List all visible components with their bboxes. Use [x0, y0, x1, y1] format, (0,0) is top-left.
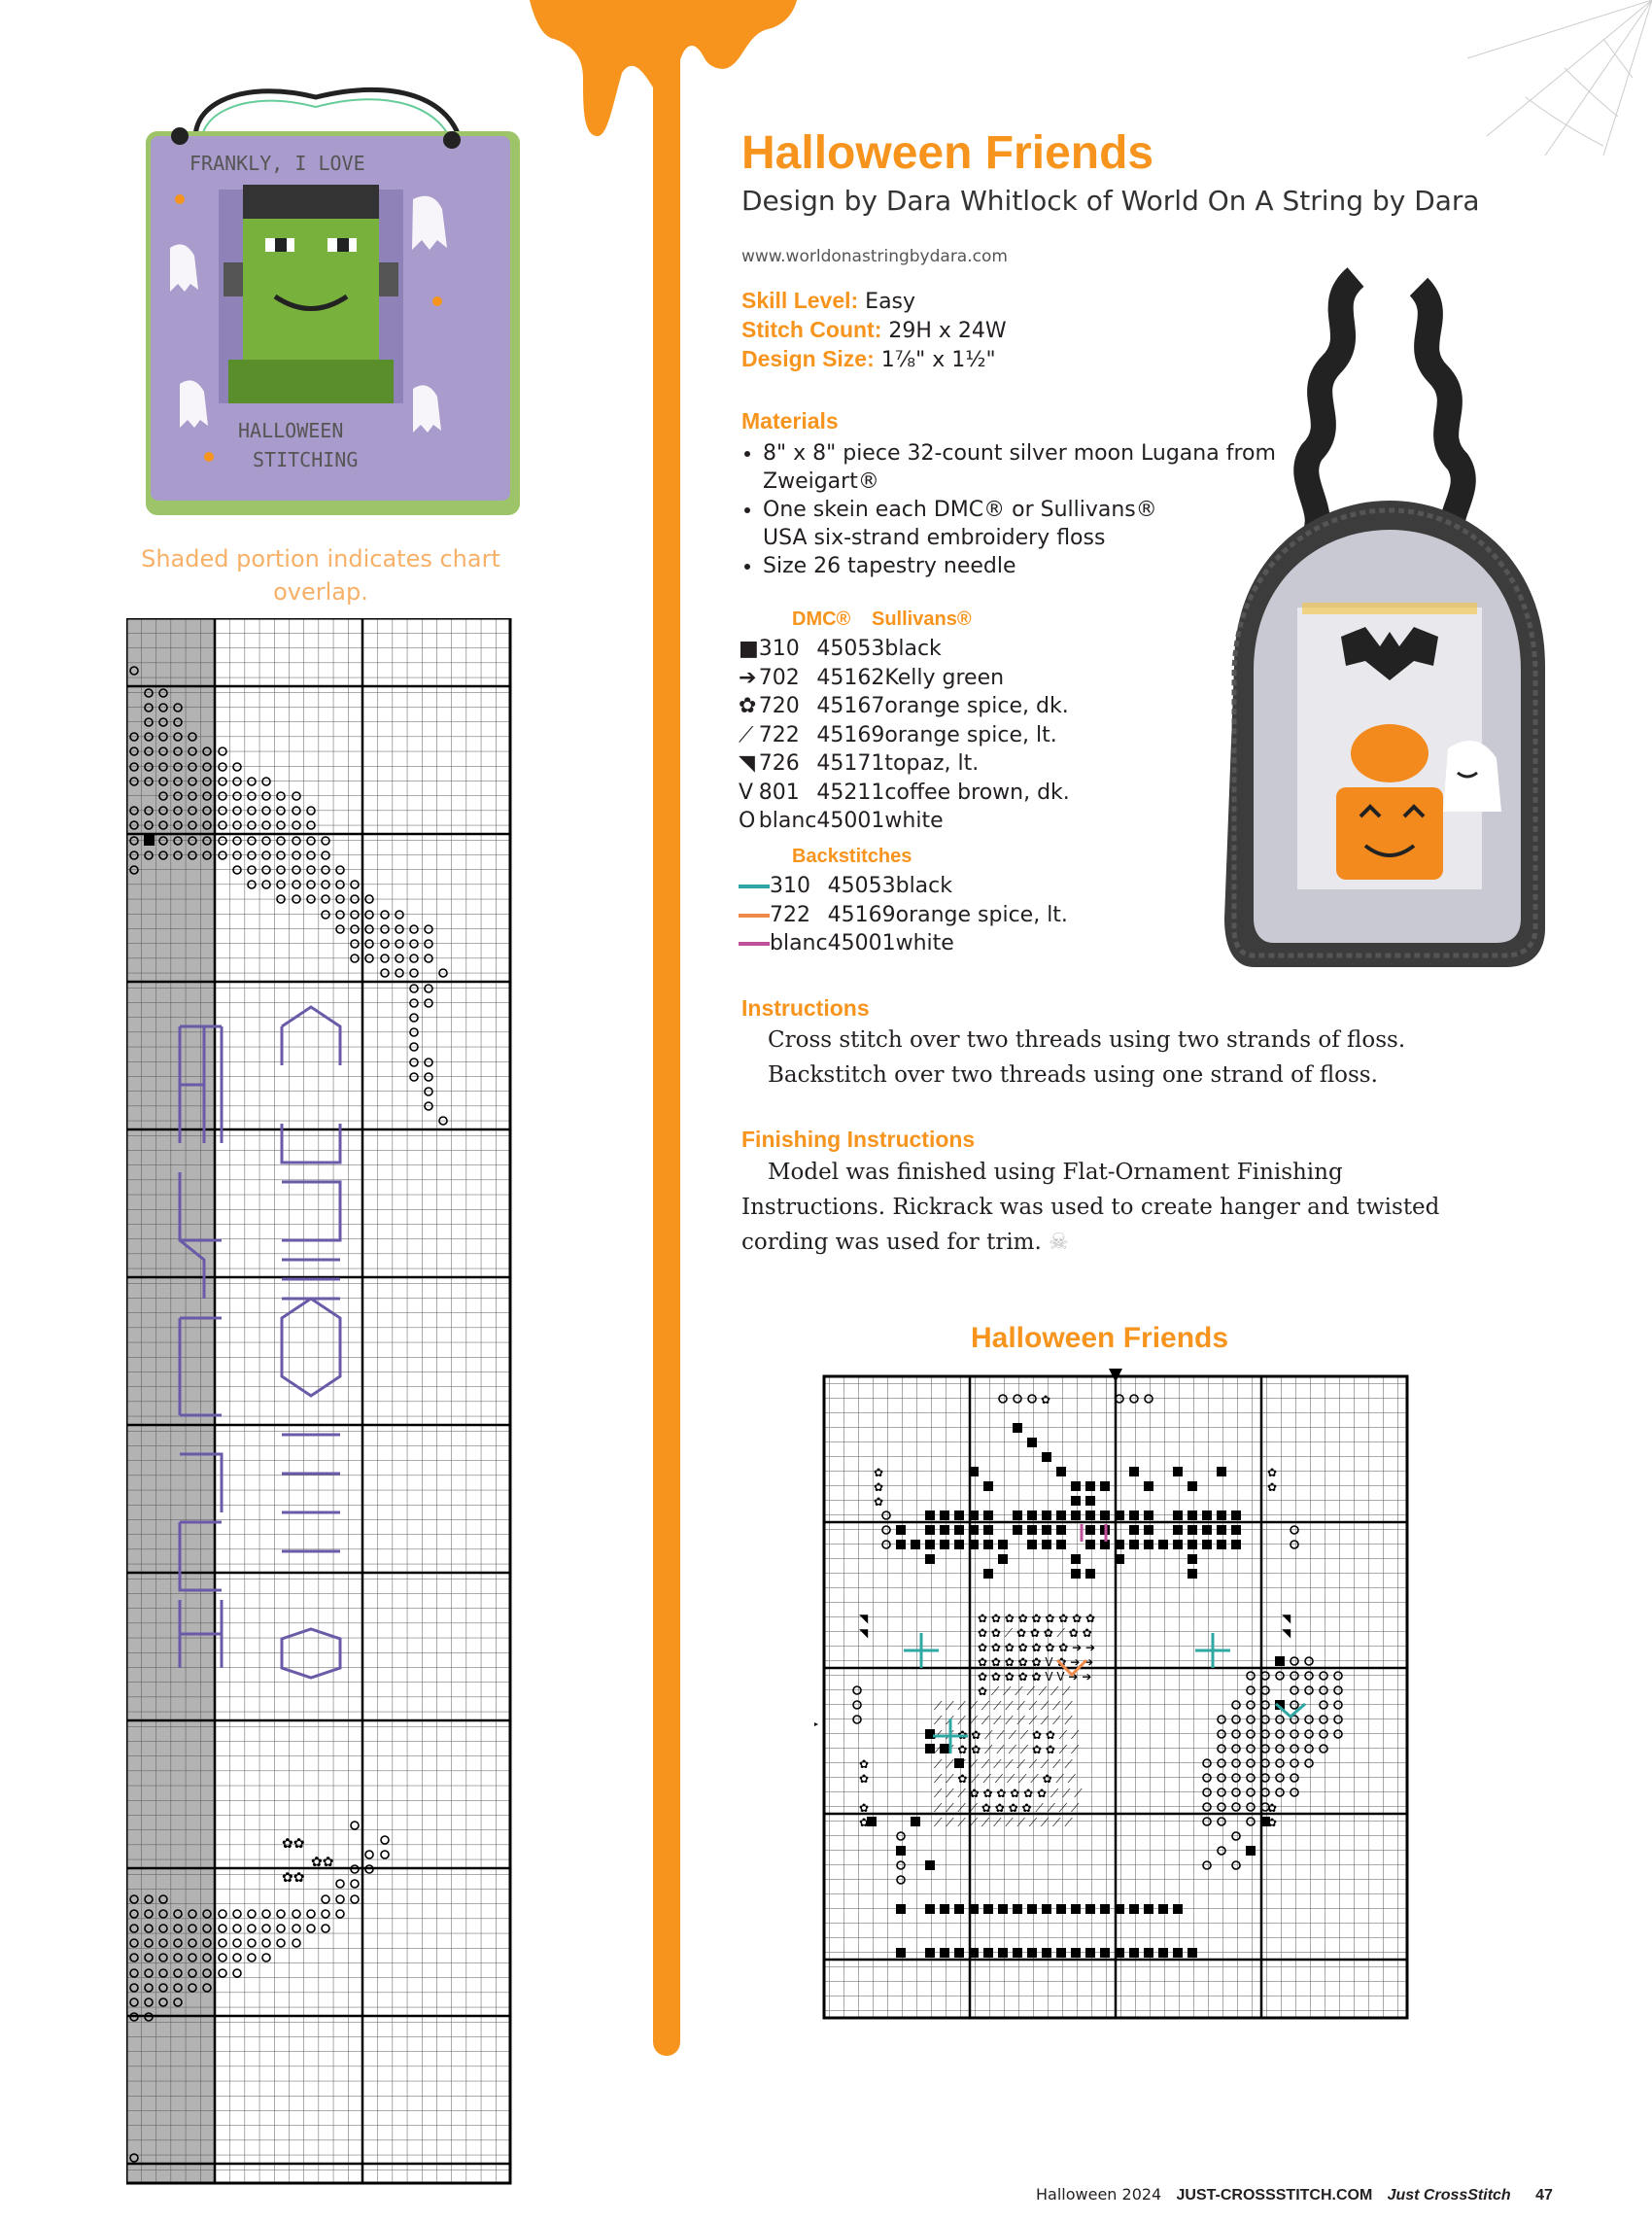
svg-text:✿: ✿ [1041, 1393, 1051, 1406]
svg-text:✿ ✿ ✿ ✿ ✿ V V ➔ ➔: ✿ ✿ ✿ ✿ ✿ V V ➔ ➔ [978, 1670, 1092, 1684]
pillow-line2: HALLOWEEN [238, 419, 344, 442]
backstitch-row [739, 929, 1068, 958]
svg-text:✿: ✿ [874, 1466, 884, 1479]
sullivans-number: 45001 [816, 809, 885, 834]
svg-text:⟋ ⟋ ⟋ ⟋ ⟋ ⟋ ⟋ ⟋ ⟋ ⟋ ⟋ ⟋: ⟋ ⟋ ⟋ ⟋ ⟋ ⟋ ⟋ ⟋ ⟋ ⟋ ⟋ ⟋ [934, 1714, 1073, 1727]
floss-name: black [884, 637, 942, 662]
dmc-number: blanc [770, 931, 828, 956]
sullivans-number: 45169 [816, 722, 885, 747]
halloween-friends-chart [814, 1369, 1417, 2020]
dmc-number: 722 [758, 722, 800, 747]
sullivans-number: 45211 [816, 780, 885, 805]
floss-symbol: ➔ [739, 665, 757, 690]
chart-title: Halloween Friends [971, 1322, 1229, 1354]
backstitch-table [739, 872, 1068, 958]
floss-table [739, 635, 1070, 836]
sullivans-number: 45171 [816, 751, 885, 777]
ornament-photo [1195, 248, 1555, 972]
material-item: • 8" x 8" piece 32-count silver moon Lugana from Zweigart® [763, 439, 1286, 496]
svg-text:✿: ✿ [1267, 1480, 1278, 1494]
svg-text:✿ ✿ ✿ ✿ ✿ V ✿ ➔ ➔: ✿ ✿ ✿ ✿ ✿ V ✿ ➔ ➔ [978, 1655, 1094, 1669]
svg-text:✿ ✿ ✿ ✿ ✿ ✿ ✿ ➔ ➔: ✿ ✿ ✿ ✿ ✿ ✿ ✿ ➔ ➔ [978, 1641, 1096, 1654]
materials-heading: Materials [741, 408, 839, 434]
backstitch-swatch [739, 942, 770, 946]
svg-text:✿✿: ✿✿ [282, 1836, 305, 1852]
floss-name: orange spice, lt. [895, 902, 1068, 927]
svg-text:⟋ ⟋ ✿ ⟋ ⟋ ⟋ ⟋ ⟋ ⟋ ✿ ⟋ ⟋: ⟋ ⟋ ✿ ⟋ ⟋ ⟋ ⟋ ⟋ ⟋ ✿ ⟋ ⟋ [934, 1772, 1077, 1786]
chart-overlap-caption: Shaded portion indicates chart overlap. [141, 545, 500, 606]
svg-text:✿✿: ✿✿ [282, 1870, 305, 1886]
skull-icon: ☠ [1049, 1230, 1069, 1255]
pillow-line3: STITCHING [253, 448, 359, 471]
svg-text:⟋ ⟋ ⟋ ⟋ ⟋ ⟋ ⟋ ⟋ ⟋ ⟋ ⟋ ⟋: ⟋ ⟋ ⟋ ⟋ ⟋ ⟋ ⟋ ⟋ ⟋ ⟋ ⟋ ⟋ [934, 1757, 1073, 1771]
floss-row [739, 692, 1070, 721]
sullivans-number: 45167 [816, 694, 885, 719]
svg-text:✿ ✿ ⟋ ✿ ✿ ✿ ⟋ ✿ ✿: ✿ ✿ ⟋ ✿ ✿ ✿ ⟋ ✿ ✿ [978, 1626, 1092, 1640]
floss-symbol: V [739, 780, 754, 805]
svg-text:✿: ✿ [859, 1757, 870, 1771]
dmc-number: 310 [770, 874, 810, 899]
cobweb-decoration [1409, 0, 1652, 156]
svg-text:✿: ✿ [874, 1495, 884, 1509]
pattern-title: Halloween Friends [741, 127, 1154, 179]
sullivans-number: 45001 [827, 931, 896, 956]
sullivans-number: 45162 [816, 665, 885, 690]
floss-row [739, 807, 1070, 836]
floss-symbol: ✿ [739, 694, 757, 719]
svg-text:◥: ◥ [1282, 1612, 1291, 1625]
floss-name: white [895, 931, 954, 956]
svg-text:⟋ ⟋ ⟋ ⟋ ⟋ ⟋ ⟋ ⟋ ⟋ ⟋ ⟋ ⟋: ⟋ ⟋ ⟋ ⟋ ⟋ ⟋ ⟋ ⟋ ⟋ ⟋ ⟋ ⟋ [934, 1699, 1073, 1713]
backstitch-swatch [739, 885, 770, 888]
svg-text:✿: ✿ [1267, 1816, 1278, 1829]
dmc-number: 310 [758, 637, 800, 662]
designer-credit: Design by Dara Whitlock of World On A String by Dara [741, 185, 1480, 217]
floss-name: coffee brown, dk. [884, 780, 1070, 805]
finishing-heading: Finishing Instructions [741, 1127, 976, 1152]
instruction-line: Cross stitch over two threads using two strands of floss. [768, 1027, 1406, 1053]
dmc-number: 726 [758, 751, 800, 777]
svg-text:⟋ ⟋ ✿ ✿ ⟋ ⟋ ⟋ ⟋ ✿ ✿ ⟋ ⟋: ⟋ ⟋ ✿ ✿ ⟋ ⟋ ⟋ ⟋ ✿ ✿ ⟋ ⟋ [934, 1728, 1080, 1742]
svg-text:◥: ◥ [1282, 1626, 1291, 1640]
footer-magazine: Just CrossStitch [1387, 2187, 1511, 2204]
frankenstein-pillow-photo [121, 39, 530, 530]
stitch-count: Stitch Count: 29H x 24W [741, 317, 1007, 343]
center-arrow-left [814, 1718, 818, 1731]
svg-text:⟋ ⟋ ✿ ✿ ⟋ ⟋ ⟋ ⟋ ✿ ✿ ⟋ ⟋: ⟋ ⟋ ✿ ✿ ⟋ ⟋ ⟋ ⟋ ✿ ✿ ⟋ ⟋ [934, 1743, 1080, 1756]
dmc-number: 722 [770, 902, 810, 927]
material-item: • Size 26 tapestry needle [763, 552, 1286, 580]
dmc-number: 720 [758, 694, 800, 719]
svg-text:✿ ✿ ✿ ✿ ✿ ✿ ✿ ✿ ✿: ✿ ✿ ✿ ✿ ✿ ✿ ✿ ✿ ✿ [978, 1612, 1096, 1625]
floss-symbol: ◥ [739, 751, 755, 777]
floss-name: white [884, 809, 944, 834]
svg-text:⟋ ⟋ ⟋ ⟋ ✿ ✿ ✿ ✿ ⟋ ⟋ ⟋ ⟋: ⟋ ⟋ ⟋ ⟋ ✿ ✿ ✿ ✿ ⟋ ⟋ ⟋ ⟋ [934, 1801, 1080, 1815]
floss-symbol: ⟋ [739, 722, 754, 747]
backstitch-row [739, 872, 1068, 901]
floss-row [739, 779, 1070, 808]
dmc-number: 801 [758, 780, 800, 805]
sullivans-number: 45169 [827, 902, 896, 927]
svg-text:◥: ◥ [859, 1612, 869, 1625]
svg-text:✿: ✿ [1267, 1466, 1278, 1479]
svg-text:⟋ ⟋ ⟋ ✿ ✿ ✿ ✿ ✿ ✿ ⟋ ⟋ ⟋: ⟋ ⟋ ⟋ ✿ ✿ ✿ ✿ ✿ ✿ ⟋ ⟋ ⟋ [934, 1787, 1083, 1800]
floss-symbol: O [739, 809, 756, 834]
page-number: 47 [1535, 2187, 1553, 2204]
sullivans-number: 45053 [816, 637, 885, 662]
left-chart [126, 618, 512, 2222]
skill-level: Skill Level: Easy [741, 288, 916, 314]
floss-name: orange spice, lt. [884, 722, 1057, 747]
svg-text:✿ ⟋ ⟋ ⟋ ⟋ ⟋ ⟋ ⟋: ✿ ⟋ ⟋ ⟋ ⟋ ⟋ ⟋ ⟋ [978, 1684, 1071, 1698]
page-footer [1036, 2185, 1553, 2205]
sullivans-header: Sullivans® [872, 608, 972, 630]
backstitch-row [739, 901, 1068, 930]
designer-url[interactable]: www.worldonastringbydara.com [741, 247, 1008, 266]
instructions-heading: Instructions [741, 995, 870, 1021]
floss-name: black [895, 874, 953, 899]
floss-row [739, 635, 1070, 664]
svg-text:✿: ✿ [859, 1816, 870, 1829]
floss-row [739, 721, 1070, 750]
svg-text:◥: ◥ [859, 1626, 869, 1640]
svg-text:✿: ✿ [1267, 1801, 1278, 1815]
floss-name: topaz, lt. [884, 751, 980, 777]
material-item: • One skein each DMC® or Sullivans® USA six-strand embroidery floss [763, 496, 1181, 552]
svg-text:✿: ✿ [874, 1480, 884, 1494]
svg-text:⟋ ⟋ ⟋ ⟋ ⟋ ⟋ ⟋ ⟋ ⟋ ⟋ ⟋ ⟋: ⟋ ⟋ ⟋ ⟋ ⟋ ⟋ ⟋ ⟋ ⟋ ⟋ ⟋ ⟋ [934, 1816, 1073, 1829]
floss-row [739, 664, 1070, 693]
sullivans-number: 45053 [827, 874, 896, 899]
left-chart-black-stitch [144, 835, 155, 846]
backstitch-swatch [739, 914, 770, 918]
svg-text:✿✿: ✿✿ [311, 1855, 334, 1870]
dmc-header: DMC® [792, 608, 851, 630]
floss-name: orange spice, dk. [884, 694, 1069, 719]
floss-symbol: ■ [739, 637, 759, 662]
footer-issue: Halloween 2024 [1036, 2185, 1162, 2204]
svg-text:✿: ✿ [859, 1801, 870, 1815]
dmc-number: blanc [758, 809, 817, 834]
footer-site[interactable]: JUST-CROSSSTITCH.COM [1176, 2187, 1373, 2204]
dmc-number: 702 [758, 665, 800, 690]
finishing-text: Model was finished using Flat-Ornament Finishing Instructions. Rickrack was used to create hanger and twisted cording was used for trim. ☠ [741, 1160, 1440, 1255]
svg-text:✿: ✿ [859, 1772, 870, 1786]
backstitches-heading: Backstitches [792, 846, 912, 867]
instruction-line: Backstitch over two threads using one strand of floss. [768, 1062, 1378, 1088]
pillow-line1: FRANKLY, I LOVE [189, 152, 365, 175]
design-size: Design Size: 1⅞" x 1½" [741, 346, 996, 372]
floss-name: Kelly green [884, 665, 1005, 690]
floss-row [739, 749, 1070, 779]
